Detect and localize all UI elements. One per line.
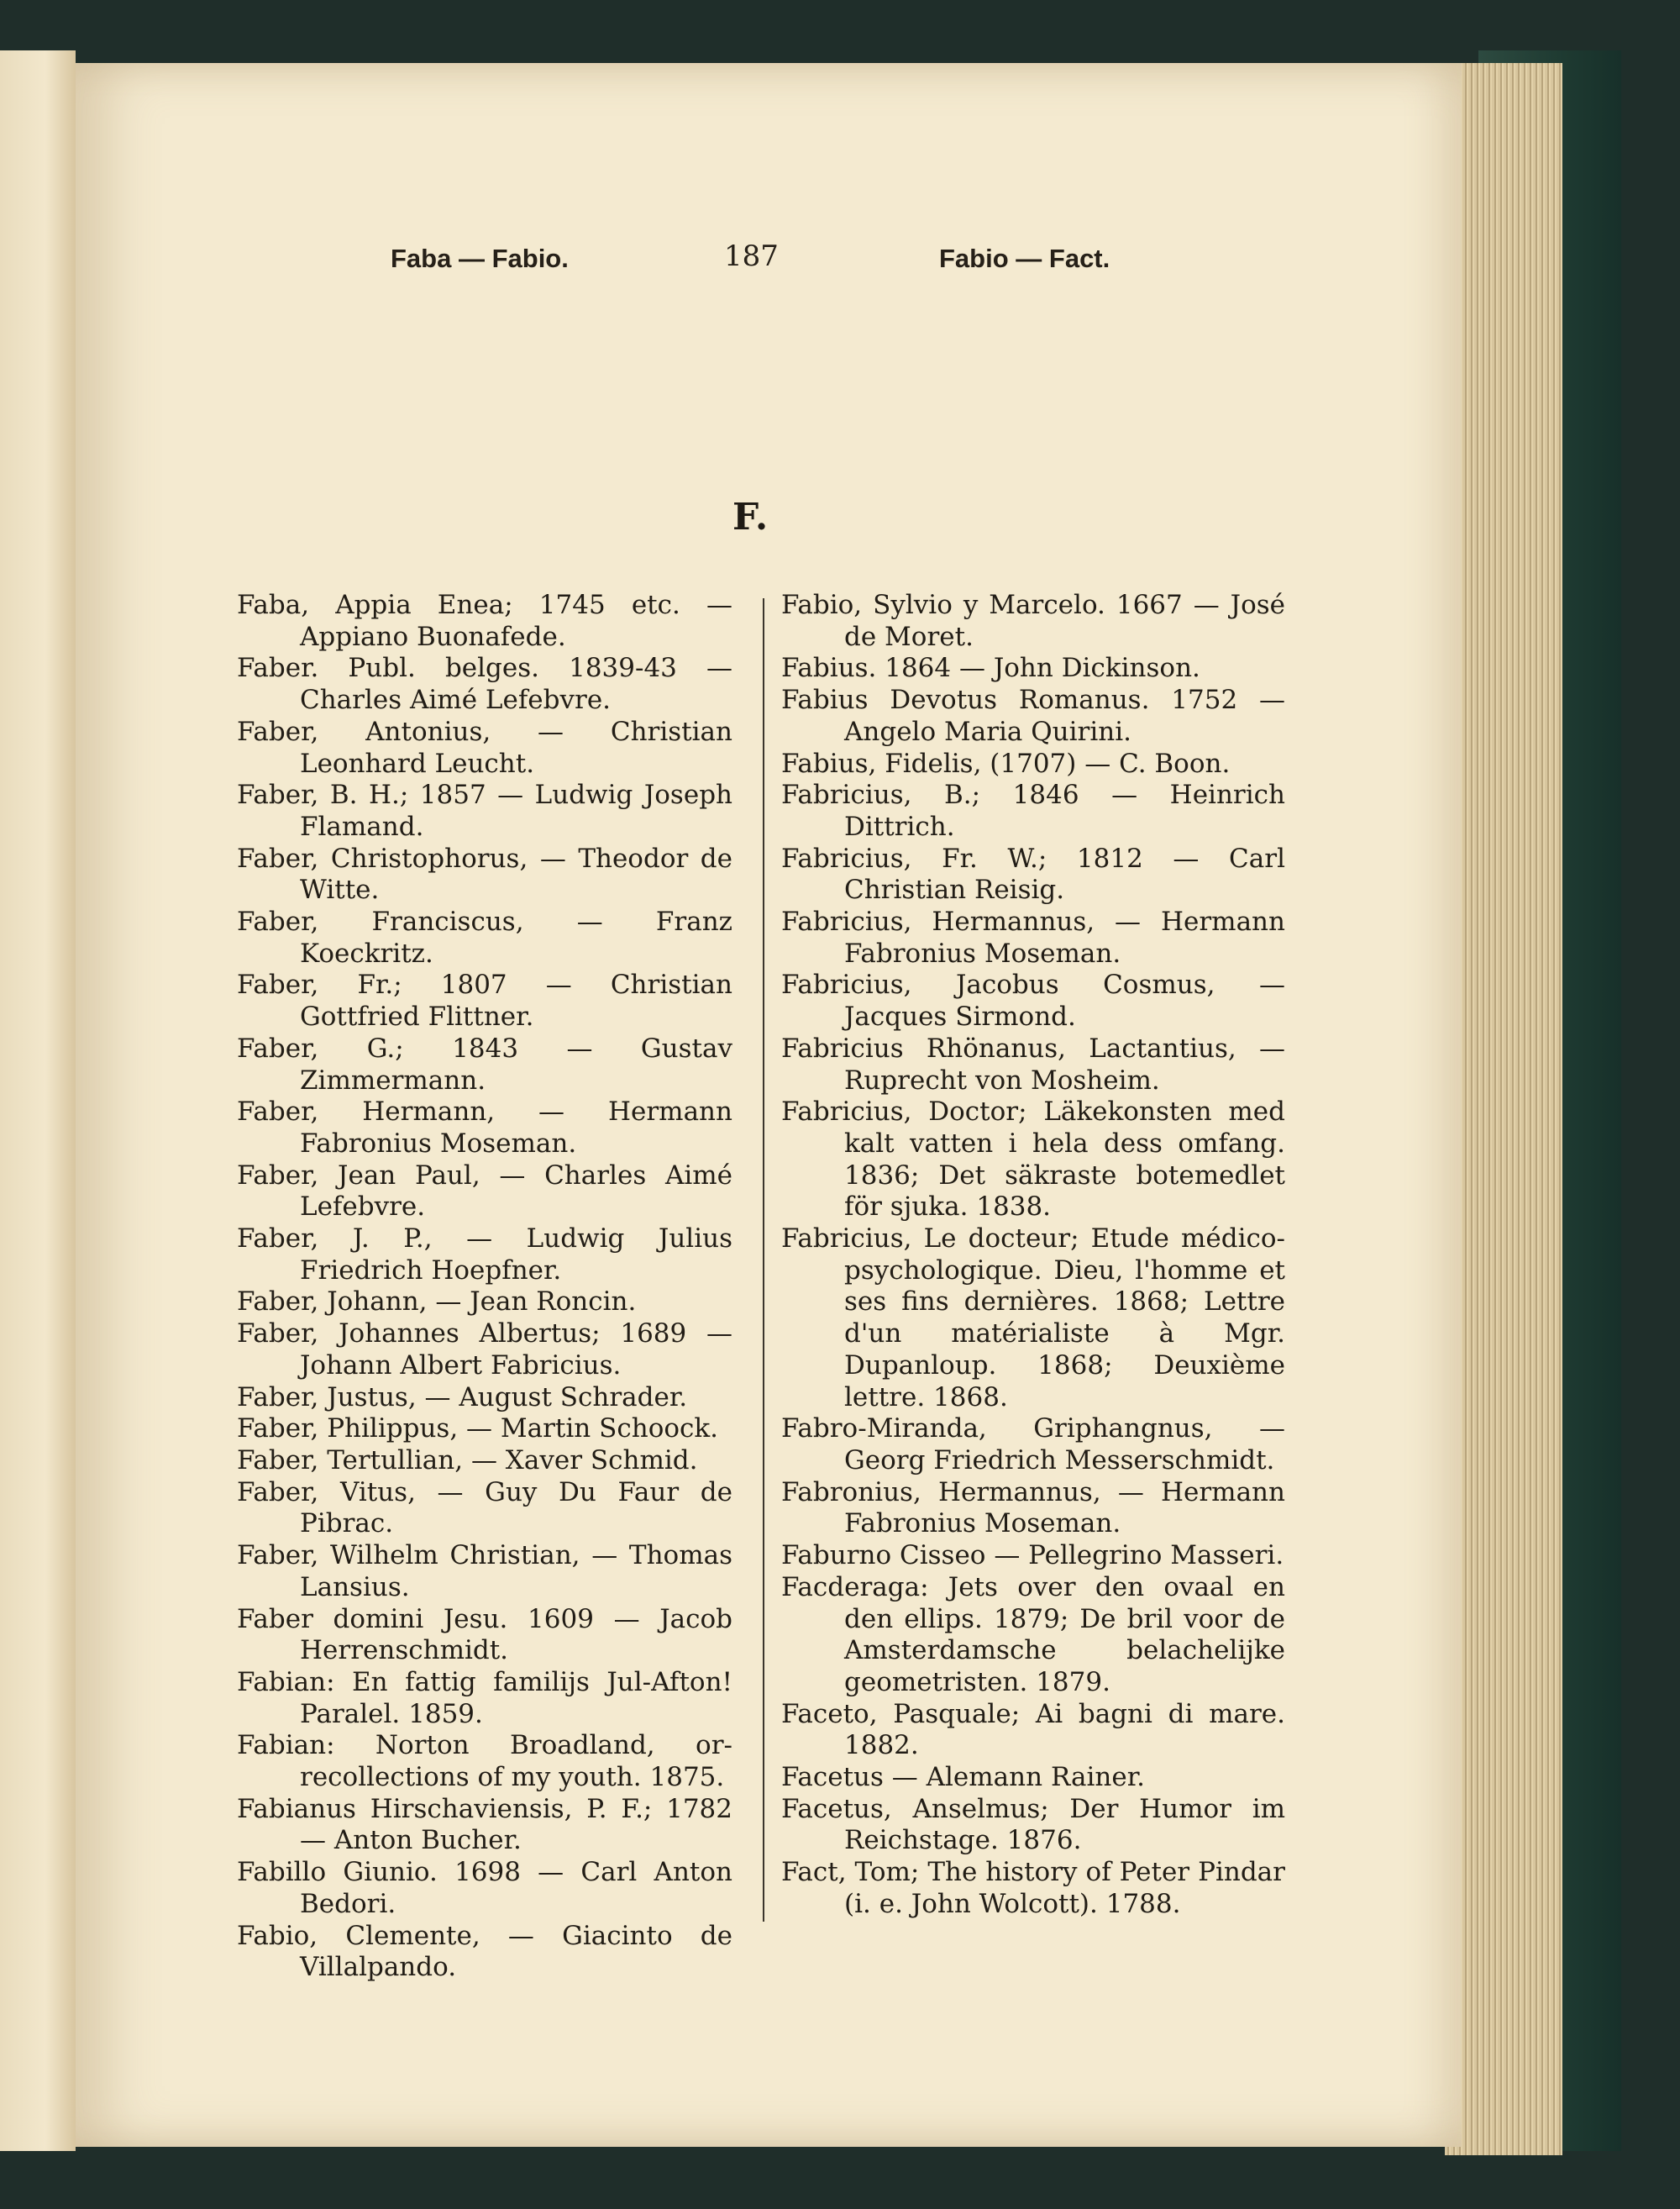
index-entry: Faber, J. P., — Ludwig Julius Friedrich Hoepfner. [237,1223,732,1286]
index-entry: Fabianus Hirschaviensis, P. F.; 1782 — Anton Bucher. [237,1793,732,1856]
index-entry: Faber, Philippus, — Martin Schoock. [237,1413,719,1444]
index-entry: Fabricius, B.; 1846 — Heinrich Dittrich. [781,780,1285,842]
index-entry: Faber, Johannes Albertus; 1689 — Johann Albert Fabricius. [237,1318,732,1381]
index-entry: Fact, Tom; The history of Peter Pindar (i. e. John Wolcott). 1788. [781,1857,1285,1919]
index-entry: Faber, Hermann, — Hermann Fabronius Moseman. [237,1097,732,1159]
index-entry: Fabricius, Jacobus Cosmus, — Jacques Sirmond. [781,970,1285,1033]
index-entry: Faber. Publ. belges. 1839-43 — Charles Aimé Lefebvre. [237,653,732,716]
index-entry: Fabillo Giunio. 1698 — Carl Anton Bedori. [237,1857,732,1919]
index-entry: Faber, Wilhelm Christian, — Thomas Lansius. [237,1540,732,1602]
index-entry: Facderaga: Jets over den ovaal en den ellips. 1879; De bril voor de Amsterdamsche belachelijke geometristen. 1879. [781,1571,1285,1697]
page-number: 187 [724,239,779,273]
index-entry: Faceto, Pasquale; Ai bagni di mare. 1882. [781,1698,1285,1761]
index-entry: Faber, Tertullian, — Xaver Schmid. [237,1444,698,1475]
index-entry: Fabius Devotus Romanus. 1752 — Angelo Maria Quirini. [781,685,1285,747]
index-entry: Faber, Justus, — August Schrader. [237,1381,688,1412]
index-entry: Fabian: Norton Broadland, or-recollections of my youth. 1875. [237,1730,732,1793]
page-edges [1445,63,1562,2155]
index-entry: Fabricius, Fr. W.; 1812 — Carl Christian Reisig. [781,843,1285,906]
index-entry: Faber, Fr.; 1807 — Christian Gottfried Flittner. [237,970,732,1033]
left-column [237,590,732,1984]
index-entry: Faber domini Jesu. 1609 — Jacob Herrenschmidt. [237,1603,732,1666]
left-page-edge [0,50,76,2151]
index-entry: Fabro-Miranda, Griphangnus, — Georg Friedrich Messerschmidt. [781,1413,1285,1475]
index-entry: Fabio, Clemente, — Giacinto de Villalpando. [237,1920,732,1983]
index-entry: Fabio, Sylvio y Marcelo. 1667 — José de Moret. [781,590,1285,652]
index-entry: Faburno Cisseo — Pellegrino Masseri. [781,1540,1284,1571]
running-header-right: Fabio — Fact. [939,244,1110,273]
running-header-left: Faba — Fabio. [391,244,569,273]
index-entry: Faba, Appia Enea; 1745 etc. — Appiano Buonafede. [237,590,732,652]
index-entry: Fabronius, Hermannus, — Hermann Fabronius Moseman. [781,1476,1285,1539]
index-entry: Faber, Jean Paul, — Charles Aimé Lefebvre. [237,1160,732,1223]
index-entry: Fabius. 1864 — John Dickinson. [781,653,1200,684]
index-entry: Fabius, Fidelis, (1707) — C. Boon. [781,748,1231,779]
index-entry: Faber, Antonius, — Christian Leonhard Leucht. [237,716,732,779]
index-entry: Fabricius, Doctor; Läkekonsten med kalt vatten i hela dess omfang. 1836; Det säkraste botemedlet för sjuka. 1838. [781,1097,1285,1223]
index-entry: Faber, Johann, — Jean Roncin. [237,1286,637,1318]
index-entry: Fabricius, Le docteur; Etude médico-psychologique. Dieu, l'homme et ses fins dernières. 1868; Lettre d'un matérialiste à Mgr. Dupanloup. 1868; Deuxième lettre. 1868. [781,1223,1285,1412]
index-entry: Faber, Franciscus, — Franz Koeckritz. [237,907,732,969]
index-entry: Facetus — Alemann Rainer. [781,1762,1145,1793]
index-entry: Faber, Christophorus, — Theodor de Witte. [237,843,732,906]
index-entry: Faber, B. H.; 1857 — Ludwig Joseph Flamand. [237,780,732,842]
index-entry: Faber, Vitus, — Guy Du Faur de Pibrac. [237,1476,732,1539]
index-entry: Faber, G.; 1843 — Gustav Zimmermann. [237,1033,732,1096]
index-entry: Fabian: En fattig familijs Jul-Afton! Paralel. 1859. [237,1666,732,1729]
index-entry: Facetus, Anselmus; Der Humor im Reichstage. 1876. [781,1793,1285,1856]
index-entry: Fabricius, Hermannus, — Hermann Fabronius Moseman. [781,907,1285,969]
right-column [781,590,1285,1921]
section-letter: F. [732,496,769,539]
column-divider [763,598,764,1922]
index-entry: Fabricius Rhönanus, Lactantius, — Ruprecht von Mosheim. [781,1033,1285,1096]
